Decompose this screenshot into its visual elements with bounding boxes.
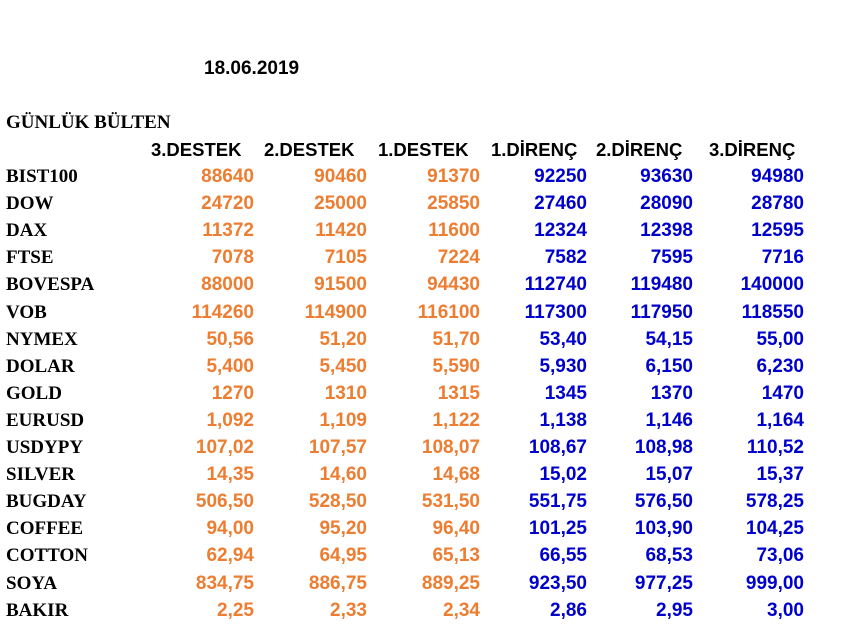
- resistance-2-value: 1370: [650, 382, 693, 404]
- support-1-value: 5,590: [432, 355, 480, 377]
- support-3-value: 5,400: [206, 355, 254, 377]
- header-resistance-1: 1.DİRENÇ: [491, 139, 578, 160]
- resistance-3-value: 12595: [751, 220, 804, 242]
- table-row: [0, 407, 851, 434]
- resistance-3-value: 55,00: [756, 328, 804, 350]
- resistance-3-value: 94980: [751, 166, 804, 187]
- support-1-value: 1,122: [432, 409, 480, 431]
- support-2-value: 5,450: [319, 355, 367, 377]
- resistance-1-value: 2,86: [550, 599, 587, 621]
- support-1-value: 94430: [427, 274, 480, 296]
- instrument-name: COTTON: [6, 545, 89, 567]
- table-row: [0, 244, 851, 271]
- support-3-value: 62,94: [206, 545, 254, 567]
- support-3-value: 2,25: [217, 599, 254, 621]
- header-resistance-2: 2.DİRENÇ: [596, 139, 683, 160]
- resistance-2-value: 576,50: [634, 491, 693, 513]
- instrument-name: BOVESPA: [6, 274, 95, 296]
- resistance-2-value: 103,90: [634, 518, 693, 540]
- table-row: [0, 217, 851, 244]
- resistance-1-value: 66,55: [539, 545, 587, 567]
- table-row: [0, 488, 851, 515]
- instrument-name: USDYPY: [6, 437, 84, 458]
- support-1-value: 51,70: [432, 328, 480, 350]
- table-row: [0, 597, 851, 624]
- support-2-value: 114900: [304, 301, 367, 323]
- instrument-name: DOLAR: [6, 355, 75, 377]
- support-3-value: 1270: [211, 382, 254, 404]
- resistance-3-value: 1470: [761, 382, 804, 404]
- resistance-2-value: 119480: [630, 274, 693, 296]
- support-3-value: 7078: [211, 247, 254, 269]
- resistance-3-value: 7716: [761, 247, 804, 269]
- resistance-3-value: 3,00: [767, 599, 804, 621]
- resistance-1-value: 5,930: [539, 355, 587, 377]
- instrument-name: SOYA: [6, 572, 58, 594]
- resistance-3-value: 28780: [751, 193, 804, 215]
- support-2-value: 25000: [314, 193, 367, 215]
- support-1-value: 11600: [428, 220, 480, 242]
- instrument-name: BAKIR: [6, 599, 69, 621]
- header-support-3: 3.DESTEK: [151, 139, 242, 160]
- instrument-name: COFFEE: [6, 518, 84, 540]
- support-3-value: 506,50: [195, 491, 254, 513]
- support-1-value: 108,07: [421, 437, 480, 458]
- support-2-value: 2,33: [330, 599, 367, 621]
- support-1-value: 65,13: [432, 545, 480, 567]
- support-3-value: 14,35: [206, 464, 254, 486]
- table-row: [0, 271, 851, 298]
- resistance-2-value: 108,98: [634, 437, 693, 458]
- resistance-2-value: 28090: [640, 193, 693, 215]
- resistance-3-value: 6,230: [756, 355, 804, 377]
- table-row: [0, 542, 851, 569]
- bulletin-title: GÜNLÜK BÜLTEN: [6, 112, 171, 133]
- resistance-2-value: 977,25: [634, 572, 693, 594]
- resistance-3-value: 73,06: [756, 545, 804, 567]
- resistance-2-value: 93630: [640, 166, 693, 187]
- resistance-1-value: 15,02: [539, 464, 587, 486]
- support-2-value: 1,109: [319, 409, 367, 431]
- resistance-2-value: 1,146: [645, 409, 693, 431]
- resistance-1-value: 1,138: [539, 409, 587, 431]
- resistance-3-value: 999,00: [745, 572, 804, 594]
- support-2-value: 7105: [324, 247, 367, 269]
- support-3-value: 107,02: [195, 437, 254, 458]
- instrument-name: EURUSD: [6, 409, 85, 431]
- resistance-1-value: 551,75: [528, 491, 587, 513]
- support-3-value: 834,75: [195, 572, 254, 594]
- support-3-value: 88000: [201, 274, 254, 296]
- resistance-1-value: 12324: [534, 220, 587, 242]
- support-1-value: 531,50: [421, 491, 480, 513]
- support-2-value: 90460: [314, 166, 367, 187]
- support-2-value: 91500: [314, 274, 367, 296]
- support-2-value: 51,20: [319, 328, 367, 350]
- instrument-name: BIST100: [6, 166, 78, 187]
- header-support-1: 1.DESTEK: [378, 139, 469, 160]
- resistance-1-value: 101,25: [528, 518, 587, 540]
- resistance-3-value: 104,25: [745, 518, 804, 540]
- table-row: [0, 515, 851, 542]
- resistance-2-value: 6,150: [645, 355, 693, 377]
- resistance-2-value: 54,15: [645, 328, 693, 350]
- support-2-value: 1310: [324, 382, 367, 404]
- support-3-value: 88640: [201, 166, 254, 187]
- support-1-value: 25850: [427, 193, 480, 215]
- support-3-value: 11372: [202, 220, 254, 242]
- resistance-3-value: 110,52: [746, 437, 804, 458]
- header-support-2: 2.DESTEK: [264, 139, 355, 160]
- support-3-value: 24720: [201, 193, 254, 215]
- resistance-1-value: 27460: [534, 193, 587, 215]
- support-1-value: 116100: [417, 301, 480, 323]
- support-1-value: 1315: [437, 382, 480, 404]
- support-2-value: 107,57: [308, 437, 367, 458]
- table-row: [0, 299, 851, 326]
- support-1-value: 14,68: [432, 464, 480, 486]
- support-2-value: 11420: [315, 220, 367, 242]
- resistance-2-value: 7595: [650, 247, 693, 269]
- instrument-name: FTSE: [6, 247, 54, 269]
- resistance-1-value: 7582: [544, 247, 587, 269]
- resistance-1-value: 112740: [524, 274, 587, 296]
- support-1-value: 91370: [427, 166, 480, 187]
- resistance-3-value: 140000: [740, 274, 804, 296]
- table-row: [0, 163, 851, 190]
- bulletin-date: 18.06.2019: [204, 58, 300, 79]
- support-2-value: 886,75: [308, 572, 367, 594]
- table-row: [0, 461, 851, 488]
- resistance-1-value: 1345: [544, 382, 587, 404]
- resistance-2-value: 68,53: [645, 545, 693, 567]
- resistance-1-value: 923,50: [528, 572, 587, 594]
- table-row: [0, 190, 851, 217]
- resistance-2-value: 2,95: [656, 599, 693, 621]
- resistance-2-value: 12398: [640, 220, 693, 242]
- table-row: [0, 353, 851, 380]
- table-row: [0, 380, 851, 407]
- instrument-name: DOW: [6, 193, 54, 215]
- resistance-1-value: 53,40: [539, 328, 587, 350]
- support-1-value: 96,40: [432, 518, 480, 540]
- resistance-3-value: 578,25: [745, 491, 804, 513]
- support-3-value: 50,56: [206, 328, 254, 350]
- resistance-3-value: 15,37: [756, 464, 804, 486]
- instrument-name: DAX: [6, 220, 48, 242]
- instrument-name: BUGDAY: [6, 491, 87, 513]
- support-1-value: 7224: [437, 247, 480, 269]
- table-row: [0, 326, 851, 353]
- table-row: [0, 434, 851, 461]
- support-2-value: 528,50: [308, 491, 367, 513]
- resistance-3-value: 118550: [741, 301, 804, 323]
- support-1-value: 889,25: [421, 572, 480, 594]
- resistance-2-value: 117950: [630, 301, 693, 323]
- support-2-value: 14,60: [319, 464, 367, 486]
- table-row: [0, 570, 851, 597]
- support-3-value: 1,092: [206, 409, 254, 431]
- resistance-3-value: 1,164: [756, 409, 804, 431]
- resistance-1-value: 92250: [534, 166, 587, 187]
- instrument-name: VOB: [6, 301, 47, 323]
- resistance-2-value: 15,07: [645, 464, 693, 486]
- instrument-name: NYMEX: [6, 328, 78, 350]
- support-2-value: 64,95: [319, 545, 367, 567]
- resistance-1-value: 117300: [524, 301, 587, 323]
- instrument-name: SILVER: [6, 464, 76, 486]
- support-3-value: 114260: [191, 301, 254, 323]
- instrument-name: GOLD: [6, 382, 62, 404]
- header-resistance-3: 3.DİRENÇ: [709, 139, 796, 160]
- support-3-value: 94,00: [206, 518, 254, 540]
- resistance-1-value: 108,67: [528, 437, 587, 458]
- support-1-value: 2,34: [443, 599, 480, 621]
- support-2-value: 95,20: [319, 518, 367, 540]
